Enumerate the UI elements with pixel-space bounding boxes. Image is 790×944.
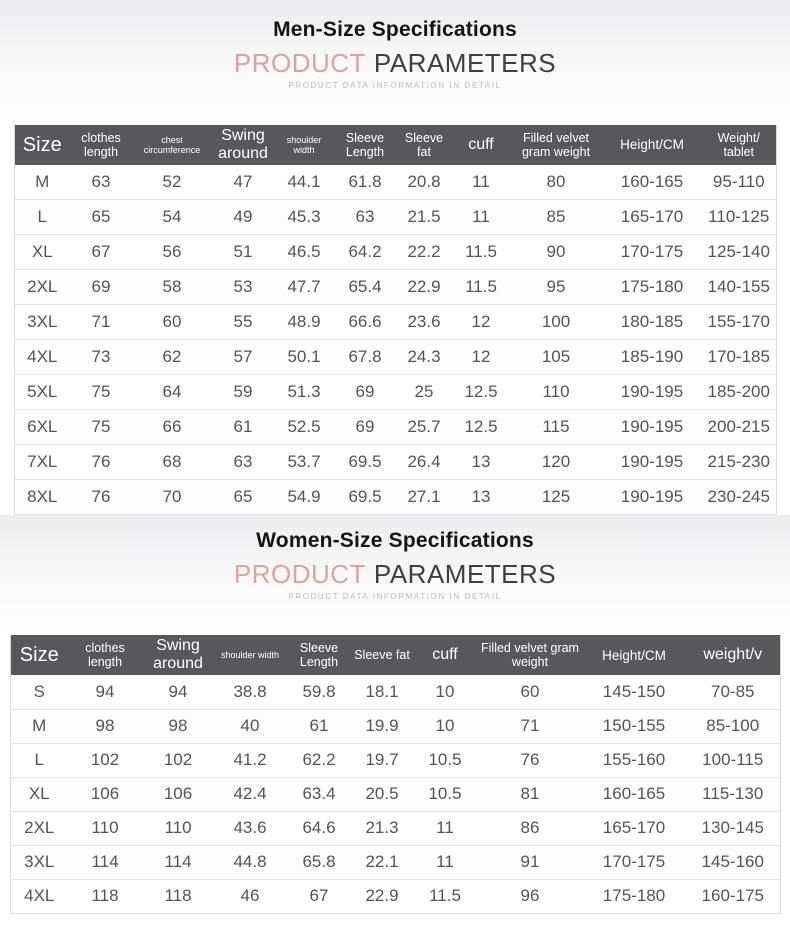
value-cell: 65.8	[286, 845, 352, 879]
size-cell: S	[10, 675, 68, 709]
product-parameters-banner	[0, 559, 790, 590]
value-cell: 41.2	[214, 743, 286, 777]
column-header: Weight/ tablet	[702, 125, 776, 165]
column-header: clothes length	[68, 635, 142, 675]
value-cell: 110	[68, 811, 142, 845]
value-cell: 46	[214, 879, 286, 913]
table-row	[10, 845, 780, 879]
table-row	[10, 777, 780, 811]
value-cell: 62	[132, 340, 212, 375]
value-cell: 67	[70, 235, 132, 270]
men-section-header	[0, 0, 790, 125]
value-cell: 95	[510, 270, 602, 305]
value-cell: 11	[412, 811, 478, 845]
value-cell: 22.1	[352, 845, 412, 879]
value-cell: 66	[132, 410, 212, 445]
value-cell: 43.6	[214, 811, 286, 845]
value-cell: 85	[510, 200, 602, 235]
value-cell: 190-195	[602, 480, 702, 515]
column-header: chest circumference	[132, 125, 212, 165]
value-cell: 160-165	[582, 777, 686, 811]
value-cell: 69	[334, 410, 396, 445]
value-cell: 69	[334, 375, 396, 410]
value-cell: 120	[510, 445, 602, 480]
value-cell: 10.5	[412, 777, 478, 811]
table-row	[10, 811, 780, 845]
women-header-row	[10, 635, 780, 675]
size-cell: XL	[10, 777, 68, 811]
value-cell: 40	[214, 709, 286, 743]
value-cell: 48.9	[274, 305, 334, 340]
value-cell: 175-180	[602, 270, 702, 305]
value-cell: 22.2	[396, 235, 452, 270]
value-cell: 71	[70, 305, 132, 340]
value-cell: 61	[286, 709, 352, 743]
table-row	[14, 235, 776, 270]
value-cell: 102	[142, 743, 214, 777]
value-cell: 26.4	[396, 445, 452, 480]
value-cell: 118	[68, 879, 142, 913]
value-cell: 67	[286, 879, 352, 913]
value-cell: 11.5	[412, 879, 478, 913]
value-cell: 175-180	[582, 879, 686, 913]
banner-word-parameters: PARAMETERS	[373, 48, 557, 78]
value-cell: 118	[142, 879, 214, 913]
column-header: Sleeve Length	[286, 635, 352, 675]
size-cell: 7XL	[14, 445, 70, 480]
size-cell: 5XL	[14, 375, 70, 410]
value-cell: 100	[510, 305, 602, 340]
value-cell: 155-160	[582, 743, 686, 777]
value-cell: 165-170	[602, 200, 702, 235]
value-cell: 64.6	[286, 811, 352, 845]
men-table-body	[14, 165, 776, 515]
value-cell: 44.8	[214, 845, 286, 879]
table-row	[14, 480, 776, 515]
column-header: Filled velvet gram weight	[478, 635, 582, 675]
value-cell: 86	[478, 811, 582, 845]
value-cell: 68	[132, 445, 212, 480]
value-cell: 200-215	[702, 410, 776, 445]
women-size-table	[10, 635, 781, 914]
value-cell: 38.8	[214, 675, 286, 709]
value-cell: 46.5	[274, 235, 334, 270]
column-header: cuff	[412, 635, 478, 675]
value-cell: 170-175	[582, 845, 686, 879]
value-cell: 11.5	[452, 235, 510, 270]
men-section-title: Men-Size Specifications	[273, 18, 517, 41]
value-cell: 51.3	[274, 375, 334, 410]
size-cell: 2XL	[10, 811, 68, 845]
value-cell: 55	[212, 305, 274, 340]
value-cell: 76	[70, 480, 132, 515]
table-row	[10, 675, 780, 709]
women-section-header	[0, 515, 790, 635]
value-cell: 53	[212, 270, 274, 305]
value-cell: 52.5	[274, 410, 334, 445]
value-cell: 170-175	[602, 235, 702, 270]
value-cell: 19.7	[352, 743, 412, 777]
value-cell: 165-170	[582, 811, 686, 845]
value-cell: 10	[412, 709, 478, 743]
column-header: Swing around	[142, 635, 214, 675]
value-cell: 75	[70, 410, 132, 445]
banner-word-parameters: PARAMETERS	[373, 559, 557, 590]
column-header: Height/CM	[582, 635, 686, 675]
table-row	[14, 165, 776, 200]
value-cell: 67.8	[334, 340, 396, 375]
value-cell: 22.9	[352, 879, 412, 913]
value-cell: 64.2	[334, 235, 396, 270]
product-parameters-banner	[0, 50, 790, 76]
value-cell: 90	[510, 235, 602, 270]
value-cell: 11	[452, 165, 510, 200]
value-cell: 60	[132, 305, 212, 340]
men-size-table	[14, 125, 777, 515]
size-cell: M	[10, 709, 68, 743]
value-cell: 215-230	[702, 445, 776, 480]
value-cell: 61	[212, 410, 274, 445]
value-cell: 145-160	[686, 845, 780, 879]
value-cell: 12.5	[452, 375, 510, 410]
value-cell: 59	[212, 375, 274, 410]
value-cell: 18.1	[352, 675, 412, 709]
value-cell: 125	[510, 480, 602, 515]
value-cell: 61.8	[334, 165, 396, 200]
value-cell: 20.5	[352, 777, 412, 811]
value-cell: 65	[212, 480, 274, 515]
value-cell: 25.7	[396, 410, 452, 445]
value-cell: 21.5	[396, 200, 452, 235]
value-cell: 145-150	[582, 675, 686, 709]
value-cell: 21.3	[352, 811, 412, 845]
value-cell: 59.8	[286, 675, 352, 709]
size-cell: 3XL	[10, 845, 68, 879]
table-row	[14, 410, 776, 445]
value-cell: 185-200	[702, 375, 776, 410]
column-header: Sleeve fat	[352, 635, 412, 675]
value-cell: 11	[452, 200, 510, 235]
value-cell: 60	[478, 675, 582, 709]
value-cell: 100-115	[686, 743, 780, 777]
column-header: Sleeve Length	[334, 125, 396, 165]
column-header: Height/CM	[602, 125, 702, 165]
value-cell: 27.1	[396, 480, 452, 515]
value-cell: 150-155	[582, 709, 686, 743]
value-cell: 63	[70, 165, 132, 200]
table-row	[10, 879, 780, 913]
value-cell: 85-100	[686, 709, 780, 743]
size-cell: L	[14, 200, 70, 235]
value-cell: 69.5	[334, 445, 396, 480]
value-cell: 12	[452, 305, 510, 340]
value-cell: 190-195	[602, 375, 702, 410]
value-cell: 76	[478, 743, 582, 777]
value-cell: 71	[478, 709, 582, 743]
value-cell: 130-145	[686, 811, 780, 845]
size-cell: 3XL	[14, 305, 70, 340]
value-cell: 63	[212, 445, 274, 480]
value-cell: 54	[132, 200, 212, 235]
value-cell: 24.3	[396, 340, 452, 375]
value-cell: 65	[70, 200, 132, 235]
size-cell: M	[14, 165, 70, 200]
table-row	[14, 200, 776, 235]
men-header-row	[14, 125, 776, 165]
value-cell: 70-85	[686, 675, 780, 709]
women-section-title: Women-Size Specifications	[256, 529, 534, 553]
value-cell: 155-170	[702, 305, 776, 340]
column-header: clothes length	[70, 125, 132, 165]
value-cell: 125-140	[702, 235, 776, 270]
value-cell: 11.5	[452, 270, 510, 305]
table-row	[10, 709, 780, 743]
value-cell: 180-185	[602, 305, 702, 340]
value-cell: 110	[510, 375, 602, 410]
value-cell: 75	[70, 375, 132, 410]
value-cell: 65.4	[334, 270, 396, 305]
value-cell: 13	[452, 480, 510, 515]
value-cell: 70	[132, 480, 212, 515]
value-cell: 115-130	[686, 777, 780, 811]
value-cell: 80	[510, 165, 602, 200]
value-cell: 62.2	[286, 743, 352, 777]
value-cell: 69	[70, 270, 132, 305]
value-cell: 56	[132, 235, 212, 270]
value-cell: 19.9	[352, 709, 412, 743]
value-cell: 20.8	[396, 165, 452, 200]
size-cell: 4XL	[10, 879, 68, 913]
value-cell: 66.6	[334, 305, 396, 340]
value-cell: 76	[70, 445, 132, 480]
value-cell: 81	[478, 777, 582, 811]
value-cell: 44.1	[274, 165, 334, 200]
value-cell: 52	[132, 165, 212, 200]
value-cell: 58	[132, 270, 212, 305]
column-header: Sleeve fat	[396, 125, 452, 165]
size-cell: L	[10, 743, 68, 777]
value-cell: 105	[510, 340, 602, 375]
value-cell: 96	[478, 879, 582, 913]
value-cell: 160-175	[686, 879, 780, 913]
value-cell: 114	[142, 845, 214, 879]
value-cell: 47.7	[274, 270, 334, 305]
value-cell: 63	[334, 200, 396, 235]
column-header: shoulder width	[214, 635, 286, 675]
table-row	[14, 340, 776, 375]
column-header: cuff	[452, 125, 510, 165]
banner-subtitle: PRODUCT DATA INFORMATION IN DETAIL	[288, 81, 502, 90]
value-cell: 94	[68, 675, 142, 709]
value-cell: 53.7	[274, 445, 334, 480]
banner-subtitle: PRODUCT DATA INFORMATION IN DETAIL	[288, 592, 502, 602]
value-cell: 25	[396, 375, 452, 410]
banner-word-product: PRODUCT	[233, 48, 366, 78]
table-row	[14, 270, 776, 305]
value-cell: 95-110	[702, 165, 776, 200]
value-cell: 12.5	[452, 410, 510, 445]
column-header: Swing around	[212, 125, 274, 165]
size-cell: XL	[14, 235, 70, 270]
column-header: Filled velvet gram weight	[510, 125, 602, 165]
column-header: Size	[10, 635, 68, 675]
value-cell: 115	[510, 410, 602, 445]
value-cell: 45.3	[274, 200, 334, 235]
value-cell: 50.1	[274, 340, 334, 375]
value-cell: 114	[68, 845, 142, 879]
value-cell: 10	[412, 675, 478, 709]
value-cell: 91	[478, 845, 582, 879]
value-cell: 57	[212, 340, 274, 375]
value-cell: 69.5	[334, 480, 396, 515]
table-row	[14, 305, 776, 340]
value-cell: 98	[142, 709, 214, 743]
column-header: weight/v	[686, 635, 780, 675]
value-cell: 47	[212, 165, 274, 200]
table-row	[10, 743, 780, 777]
value-cell: 63.4	[286, 777, 352, 811]
value-cell: 102	[68, 743, 142, 777]
table-row	[14, 375, 776, 410]
value-cell: 42.4	[214, 777, 286, 811]
value-cell: 140-155	[702, 270, 776, 305]
value-cell: 160-165	[602, 165, 702, 200]
value-cell: 12	[452, 340, 510, 375]
value-cell: 49	[212, 200, 274, 235]
value-cell: 54.9	[274, 480, 334, 515]
value-cell: 23.6	[396, 305, 452, 340]
value-cell: 185-190	[602, 340, 702, 375]
value-cell: 11	[412, 845, 478, 879]
value-cell: 170-185	[702, 340, 776, 375]
value-cell: 98	[68, 709, 142, 743]
value-cell: 64	[132, 375, 212, 410]
table-row	[14, 445, 776, 480]
column-header: Size	[14, 125, 70, 165]
value-cell: 10.5	[412, 743, 478, 777]
size-cell: 8XL	[14, 480, 70, 515]
value-cell: 106	[68, 777, 142, 811]
value-cell: 110	[142, 811, 214, 845]
value-cell: 22.9	[396, 270, 452, 305]
women-table-body	[10, 675, 780, 913]
value-cell: 73	[70, 340, 132, 375]
size-cell: 4XL	[14, 340, 70, 375]
size-cell: 6XL	[14, 410, 70, 445]
column-header: shoulder width	[274, 125, 334, 165]
value-cell: 230-245	[702, 480, 776, 515]
value-cell: 94	[142, 675, 214, 709]
banner-word-product: PRODUCT	[233, 559, 366, 590]
value-cell: 110-125	[702, 200, 776, 235]
value-cell: 190-195	[602, 445, 702, 480]
value-cell: 106	[142, 777, 214, 811]
value-cell: 51	[212, 235, 274, 270]
size-cell: 2XL	[14, 270, 70, 305]
value-cell: 190-195	[602, 410, 702, 445]
value-cell: 13	[452, 445, 510, 480]
